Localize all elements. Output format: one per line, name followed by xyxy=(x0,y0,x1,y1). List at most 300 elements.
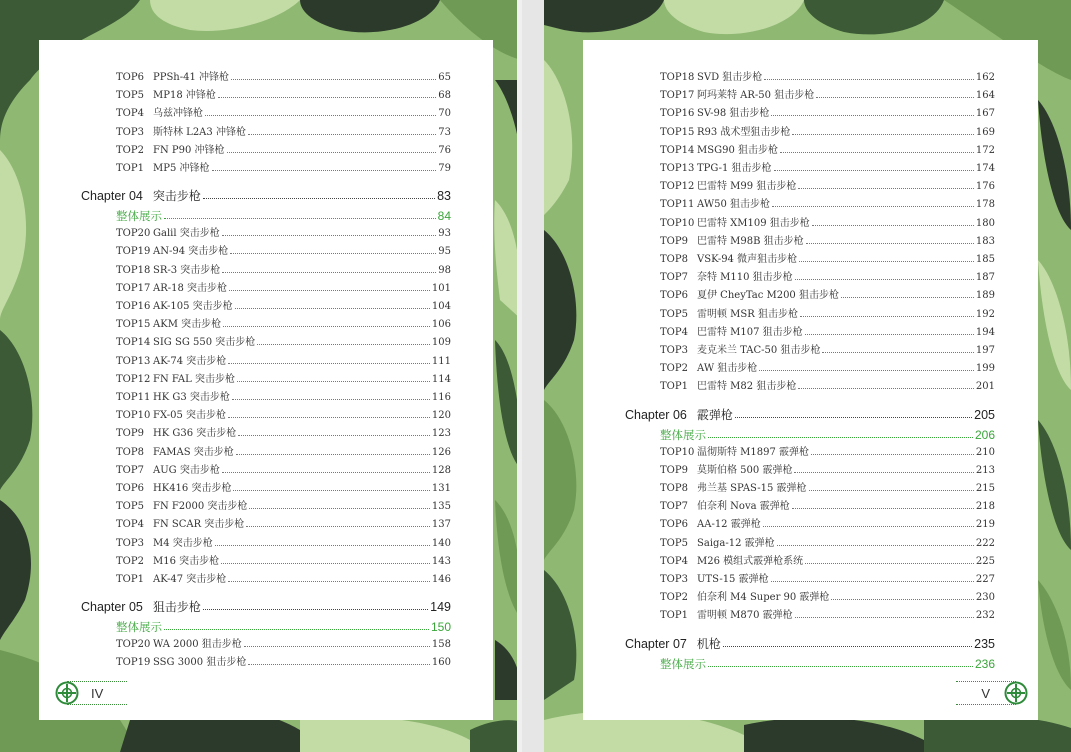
dot-leader xyxy=(257,344,430,345)
dot-leader xyxy=(771,115,973,116)
overview-title: 整体展示 xyxy=(660,656,706,671)
toc-entry-title: TPG-1 狙击步枪 xyxy=(697,163,772,174)
toc-rank: TOP3 xyxy=(116,126,144,138)
dot-leader xyxy=(232,399,430,400)
toc-entry-title: AK-105 突击步枪 xyxy=(153,301,233,312)
toc-entry[interactable] xyxy=(660,516,995,534)
toc-entry[interactable] xyxy=(660,160,995,178)
toc-entry[interactable] xyxy=(660,142,995,160)
toc-entry[interactable] xyxy=(116,498,451,516)
toc-entry-title: 斯特林 L2A3 冲锋枪 xyxy=(153,126,246,138)
toc-entry-title: PPSh-41 冲锋枪 xyxy=(153,72,230,83)
dot-leader xyxy=(244,646,430,647)
toc-rank: TOP7 xyxy=(660,272,688,284)
toc-rank: TOP3 xyxy=(660,345,688,356)
toc-rank: TOP1 xyxy=(660,610,688,622)
toc-page-number: 172 xyxy=(975,144,995,156)
toc-page-number: 180 xyxy=(975,217,995,229)
toc-chapter[interactable] xyxy=(81,185,451,207)
dot-leader xyxy=(805,334,974,335)
toc-entry-title: 阿玛莱特 AR-50 狙击步枪 xyxy=(697,90,815,102)
toc-rank: TOP10 xyxy=(116,410,151,422)
toc-rank: TOP17 xyxy=(660,90,695,102)
toc-rank: TOP13 xyxy=(116,355,151,367)
toc-chapter[interactable] xyxy=(625,404,995,426)
toc-page-number: 164 xyxy=(975,90,995,102)
toc-page-number: 68 xyxy=(438,90,451,102)
toc-entry[interactable] xyxy=(660,462,995,480)
toc-rank: TOP6 xyxy=(660,519,688,531)
footer-rule xyxy=(956,681,1016,682)
toc-chapter[interactable] xyxy=(625,633,995,655)
dot-leader xyxy=(795,279,974,280)
toc-page-number: 210 xyxy=(975,446,995,458)
toc-rank: TOP6 xyxy=(116,483,144,494)
toc-entry[interactable] xyxy=(660,105,995,123)
toc-rank: TOP20 xyxy=(116,228,151,240)
toc-entry-title: FN SCAR 突击步枪 xyxy=(153,519,245,531)
toc-rank: TOP4 xyxy=(116,519,144,531)
toc-entry-title: M26 模组式霰弹枪系统 xyxy=(697,555,804,567)
dot-leader xyxy=(798,188,974,189)
toc-page-number: 199 xyxy=(975,363,995,375)
toc-rank: TOP20 xyxy=(116,639,151,651)
toc-page-number: 114 xyxy=(431,373,451,385)
toc-page-number: 227 xyxy=(975,574,995,585)
toc-entry-title: 莫斯伯格 500 霰弹枪 xyxy=(697,464,793,476)
toc-page-number: 236 xyxy=(974,656,995,671)
toc-rank: TOP17 xyxy=(116,282,151,294)
toc-entry-title: AK-47 突击步枪 xyxy=(153,574,227,585)
dot-leader xyxy=(792,134,973,135)
dot-leader xyxy=(231,79,436,80)
toc-rank: TOP11 xyxy=(116,392,151,403)
toc-entry[interactable] xyxy=(660,287,995,305)
toc-page-number: 162 xyxy=(975,72,995,83)
dot-leader xyxy=(811,454,974,455)
dot-leader xyxy=(227,152,437,153)
page-number: V xyxy=(981,685,990,701)
dot-leader xyxy=(708,666,973,667)
toc-rank: TOP19 xyxy=(116,657,151,669)
toc-rank: TOP8 xyxy=(116,446,144,458)
crosshair-circle-icon xyxy=(55,681,79,705)
dot-leader xyxy=(816,97,974,98)
toc-entry-title: 奈特 M110 狙击步枪 xyxy=(697,272,793,284)
footer-rule xyxy=(67,681,127,682)
toc-entry-title: UTS-15 霰弹枪 xyxy=(697,574,769,585)
toc-rank: TOP1 xyxy=(660,381,688,393)
dot-leader xyxy=(759,370,974,371)
toc-entry-title: FX-05 突击步枪 xyxy=(153,410,226,422)
toc-entry-title: AW 狙击步枪 xyxy=(697,363,758,375)
toc-page-number: 128 xyxy=(431,464,451,476)
toc-entry-title: 巴雷特 M107 狙击步枪 xyxy=(697,326,803,338)
dot-leader xyxy=(228,581,430,582)
toc-entry-title: MSG90 狙击步枪 xyxy=(697,144,778,156)
toc-entry[interactable] xyxy=(116,571,451,589)
toc-page-number: 183 xyxy=(975,235,995,247)
toc-entry[interactable] xyxy=(116,334,451,352)
toc-entry[interactable] xyxy=(116,160,451,178)
toc-page-number: 219 xyxy=(975,519,995,531)
toc-entry-title: FN FAL 突击步枪 xyxy=(153,373,235,385)
toc-entry-title: SVD 狙击步枪 xyxy=(697,72,763,83)
toc-entry[interactable] xyxy=(660,196,995,214)
toc-entry[interactable] xyxy=(116,553,451,571)
dot-leader xyxy=(237,381,430,382)
toc-entry-title: Saiga-12 霰弹枪 xyxy=(697,537,775,549)
toc-entry-title: MP5 冲锋枪 xyxy=(153,163,210,174)
dot-leader xyxy=(223,326,430,327)
toc-rank: TOP11 xyxy=(660,199,695,211)
toc-rank: TOP1 xyxy=(116,163,144,174)
toc-entry[interactable] xyxy=(116,407,451,425)
toc-entry-title: 乌兹冲锋枪 xyxy=(153,108,203,120)
dot-leader xyxy=(236,454,430,455)
toc-entry[interactable] xyxy=(116,535,451,553)
dot-leader xyxy=(235,308,430,309)
dot-leader xyxy=(805,563,974,564)
dot-leader xyxy=(735,417,972,418)
toc-page-number: 192 xyxy=(975,308,995,320)
dot-leader xyxy=(164,629,429,630)
chapter-label: Chapter 05 xyxy=(81,600,143,615)
toc-entry-title: 巴雷特 M99 狙击步枪 xyxy=(697,181,797,193)
dot-leader xyxy=(228,417,430,418)
toc-rank: TOP15 xyxy=(660,126,695,138)
dot-leader xyxy=(230,253,436,254)
toc-entry-title: 雷明顿 M870 霰弹枪 xyxy=(697,610,793,622)
toc-rank: TOP19 xyxy=(116,246,151,258)
toc-entry-title: 弗兰基 SPAS-15 霰弹枪 xyxy=(697,483,807,494)
toc-entry-title: VSK-94 微声狙击步枪 xyxy=(697,254,798,265)
toc-entry[interactable] xyxy=(660,233,995,251)
toc-page-number: 84 xyxy=(437,209,451,224)
toc-rank: TOP3 xyxy=(116,537,144,549)
toc-rank: TOP6 xyxy=(660,290,688,302)
dot-leader xyxy=(764,79,974,80)
toc-rank: TOP5 xyxy=(116,501,144,513)
dot-leader xyxy=(222,472,430,473)
dot-leader xyxy=(794,472,973,473)
toc-page-number: 116 xyxy=(431,392,451,403)
toc-entry-title: M16 突击步枪 xyxy=(153,555,220,567)
toc-overview[interactable] xyxy=(116,206,451,226)
toc-page-number: 167 xyxy=(975,108,995,120)
toc-page-number: 187 xyxy=(975,272,995,284)
toc-entry[interactable] xyxy=(660,215,995,233)
toc-page-number: 76 xyxy=(438,144,451,156)
toc-entry[interactable] xyxy=(660,269,995,287)
toc-page-number: 225 xyxy=(975,555,995,567)
toc-entry-title: FN F2000 突击步枪 xyxy=(153,501,248,513)
toc-entry-title: FAMAS 突击步枪 xyxy=(153,446,234,458)
toc-entry[interactable] xyxy=(660,589,995,607)
toc-entry-title: 巴雷特 M82 狙击步枪 xyxy=(697,381,797,393)
toc-entry-title: 巴雷特 M98B 狙击步枪 xyxy=(697,235,804,247)
toc-page-number: 222 xyxy=(975,537,995,549)
toc-entry-title: HK416 突击步枪 xyxy=(153,483,232,494)
toc-rank: TOP7 xyxy=(660,501,688,513)
page-number: IV xyxy=(91,685,104,701)
toc-entry[interactable] xyxy=(116,124,451,142)
toc-page-number: 189 xyxy=(975,290,995,302)
dot-leader xyxy=(203,198,435,199)
toc-entry-title: AK-74 突击步枪 xyxy=(153,355,227,367)
overview-title: 整体展示 xyxy=(660,427,706,442)
toc-entry-title: AR-18 突击步枪 xyxy=(153,282,228,294)
toc-page-number: 131 xyxy=(431,483,451,494)
dot-leader xyxy=(771,581,974,582)
toc-rank: TOP6 xyxy=(116,72,144,83)
toc-overview[interactable] xyxy=(660,654,995,674)
dot-leader xyxy=(798,388,974,389)
toc-entry[interactable] xyxy=(660,535,995,553)
right-page-sheet xyxy=(544,0,1071,752)
toc-page-number: 73 xyxy=(438,126,451,138)
toc-entry[interactable] xyxy=(660,480,995,498)
chapter-label: Chapter 07 xyxy=(625,636,687,651)
toc-entry[interactable] xyxy=(116,654,451,672)
toc-page-number: 215 xyxy=(975,483,995,494)
toc-rank: TOP5 xyxy=(660,308,688,320)
toc-entry-title: WA 2000 狙击步枪 xyxy=(153,639,242,651)
chapter-label: Chapter 06 xyxy=(625,407,687,422)
toc-rank: TOP2 xyxy=(660,363,688,375)
toc-entry[interactable] xyxy=(116,105,451,123)
toc-entry-title: Galil 突击步枪 xyxy=(153,228,220,240)
toc-rank: TOP7 xyxy=(116,464,144,476)
dot-leader xyxy=(248,664,430,665)
toc-page-number: 206 xyxy=(974,427,995,442)
toc-entry[interactable] xyxy=(116,636,451,654)
toc-rank: TOP15 xyxy=(116,319,151,331)
page-footer xyxy=(55,680,103,706)
toc-entry-title: FN P90 冲锋枪 xyxy=(153,144,225,156)
toc-rank: TOP2 xyxy=(116,144,144,156)
toc-entry[interactable] xyxy=(116,298,451,316)
toc-rank: TOP1 xyxy=(116,574,144,585)
chapter-title: 狙击步枪 xyxy=(152,600,201,615)
toc-entry-title: 雷明顿 MSR 狙击步枪 xyxy=(697,308,798,320)
dot-leader xyxy=(723,646,972,647)
toc-entry-title: SR-3 突击步枪 xyxy=(153,264,221,276)
toc-entry-title: 夏伊 CheyTac M200 狙击步枪 xyxy=(697,290,839,302)
toc-entry[interactable] xyxy=(116,69,451,87)
toc-entry[interactable] xyxy=(660,69,995,87)
toc-overview[interactable] xyxy=(660,425,995,445)
toc-entry[interactable] xyxy=(116,280,451,298)
dot-leader xyxy=(205,115,436,116)
dot-leader xyxy=(212,170,437,171)
page-right xyxy=(583,40,1038,720)
toc-entry[interactable] xyxy=(116,87,451,105)
toc-entry[interactable] xyxy=(116,444,451,462)
toc-page-number: 176 xyxy=(975,181,995,193)
toc-entry[interactable] xyxy=(116,371,451,389)
toc-page-number: 111 xyxy=(431,355,451,367)
toc-page-number: 98 xyxy=(438,264,451,276)
toc-rank: TOP9 xyxy=(660,464,688,476)
toc-entry-title: 温彻斯特 M1897 霰弹枪 xyxy=(697,446,810,458)
dot-leader xyxy=(233,490,429,491)
toc-entry[interactable] xyxy=(660,571,995,589)
toc-entry-title: 伯奈利 M4 Super 90 霰弹枪 xyxy=(697,592,830,604)
toc-page-number: 235 xyxy=(974,636,995,651)
toc-page-number: 70 xyxy=(438,108,451,120)
toc-page-number: 79 xyxy=(438,163,451,174)
dot-leader xyxy=(841,297,974,298)
dot-leader xyxy=(218,97,436,98)
toc-rank: TOP13 xyxy=(660,163,695,174)
toc-entry[interactable] xyxy=(660,178,995,196)
toc-entry-title: AN-94 突击步枪 xyxy=(153,246,229,258)
toc-page-number: 120 xyxy=(431,410,451,422)
toc-entry-title: 麦克米兰 TAC-50 狙击步枪 xyxy=(697,345,821,356)
dot-leader xyxy=(799,261,974,262)
dot-leader xyxy=(792,508,974,509)
toc-entry[interactable] xyxy=(116,225,451,243)
dot-leader xyxy=(203,609,428,610)
page-left xyxy=(39,40,493,720)
toc-entry-title: MP18 冲锋枪 xyxy=(153,90,216,102)
toc-rank: TOP14 xyxy=(660,144,695,156)
toc-entry[interactable] xyxy=(116,142,451,160)
toc-entry[interactable] xyxy=(660,607,995,625)
toc-entry[interactable] xyxy=(660,87,995,105)
toc-page-number: 218 xyxy=(975,501,995,513)
chapter-title: 霰弹枪 xyxy=(696,407,733,422)
toc-entry[interactable] xyxy=(116,243,451,261)
toc-page-number: 150 xyxy=(430,620,451,635)
dot-leader xyxy=(772,206,974,207)
dot-leader xyxy=(774,170,974,171)
toc-page-number: 126 xyxy=(431,446,451,458)
dot-leader xyxy=(228,363,430,364)
dot-leader xyxy=(246,526,430,527)
toc-entry[interactable] xyxy=(660,251,995,269)
toc-entry[interactable] xyxy=(116,516,451,534)
dot-leader xyxy=(806,243,974,244)
dot-leader xyxy=(238,435,430,436)
toc-entry[interactable] xyxy=(660,498,995,516)
dot-leader xyxy=(221,563,430,564)
toc-entry-title: AW50 狙击步枪 xyxy=(697,199,770,211)
toc-overview[interactable] xyxy=(116,617,451,637)
toc-page-number: 201 xyxy=(975,381,995,393)
toc-entry-title: AKM 突击步枪 xyxy=(153,319,222,331)
toc-chapter[interactable] xyxy=(81,596,451,618)
toc-page-number: 169 xyxy=(975,126,995,138)
toc-page-number: 93 xyxy=(438,228,451,240)
overview-title: 整体展示 xyxy=(116,620,162,635)
dot-leader xyxy=(248,134,436,135)
toc-page-number: 101 xyxy=(431,282,451,294)
dot-leader xyxy=(800,316,974,317)
toc-entry-title: HK G3 突击步枪 xyxy=(153,392,230,403)
toc-rank: TOP9 xyxy=(660,235,688,247)
toc-entry-title: AUG 突击步枪 xyxy=(153,464,220,476)
toc-page-number: 158 xyxy=(431,639,451,651)
dot-leader xyxy=(222,272,436,273)
toc-page-number: 174 xyxy=(975,163,995,174)
page-gutter xyxy=(517,0,522,752)
toc-entry-title: AA-12 霰弹枪 xyxy=(697,519,761,531)
footer-rule xyxy=(67,704,127,705)
toc-page-number: 197 xyxy=(975,345,995,356)
dot-leader xyxy=(222,235,437,236)
toc-page-number: 106 xyxy=(431,319,451,331)
toc-page-number: 232 xyxy=(975,610,995,622)
toc-entry[interactable] xyxy=(116,353,451,371)
toc-entry-title: HK G36 突击步枪 xyxy=(153,428,237,440)
toc-entry-title: SIG SG 550 突击步枪 xyxy=(153,337,256,349)
dot-leader xyxy=(777,545,974,546)
toc-rank: TOP10 xyxy=(660,446,695,458)
chapter-title: 机枪 xyxy=(696,636,721,651)
toc-rank: TOP5 xyxy=(116,90,144,102)
dot-leader xyxy=(249,508,429,509)
toc-rank: TOP4 xyxy=(116,108,144,120)
toc-page-number: 185 xyxy=(975,254,995,265)
toc-entry-title: 巴雷特 XM109 狙击步枪 xyxy=(697,217,810,229)
toc-entry[interactable] xyxy=(660,306,995,324)
toc-rank: TOP3 xyxy=(660,574,688,585)
toc-rank: TOP2 xyxy=(660,592,688,604)
dot-leader xyxy=(229,290,430,291)
toc-page-number: 104 xyxy=(431,301,451,312)
toc-rank: TOP12 xyxy=(116,373,151,385)
toc-entry[interactable] xyxy=(116,389,451,407)
toc-page-number: 83 xyxy=(437,189,451,204)
toc-rank: TOP4 xyxy=(660,555,688,567)
chapter-label: Chapter 04 xyxy=(81,189,143,204)
toc-entry[interactable] xyxy=(660,124,995,142)
toc-entry[interactable] xyxy=(116,480,451,498)
overview-title: 整体展示 xyxy=(116,209,162,224)
toc-entry[interactable] xyxy=(116,425,451,443)
toc-entry-title: SSG 3000 狙击步枪 xyxy=(153,657,247,669)
dot-leader xyxy=(812,225,974,226)
toc-entry-title: M4 突击步枪 xyxy=(153,537,213,549)
toc-entry[interactable] xyxy=(660,378,995,396)
dot-leader xyxy=(708,437,973,438)
toc-rank: TOP4 xyxy=(660,326,688,338)
toc-rank: TOP12 xyxy=(660,181,695,193)
dot-leader xyxy=(822,352,973,353)
toc-entry[interactable] xyxy=(660,324,995,342)
toc-entry-title: R93 战术型狙击步枪 xyxy=(697,126,791,138)
toc-entry[interactable] xyxy=(660,444,995,462)
footer-rule xyxy=(956,704,1016,705)
toc-entry[interactable] xyxy=(660,360,995,378)
toc-entry[interactable] xyxy=(116,316,451,334)
toc-entry[interactable] xyxy=(116,262,451,280)
toc-page-number: 109 xyxy=(431,337,451,349)
toc-page-number: 137 xyxy=(431,519,451,531)
toc-page-number: 135 xyxy=(431,501,451,513)
toc-page-number: 65 xyxy=(438,72,451,83)
toc-rank: TOP5 xyxy=(660,537,688,549)
dot-leader xyxy=(215,545,430,546)
toc-entry[interactable] xyxy=(660,553,995,571)
toc-entry-title: SV-98 狙击步枪 xyxy=(697,108,770,120)
toc-page-number: 178 xyxy=(975,199,995,211)
toc-entry[interactable] xyxy=(116,462,451,480)
toc-entry[interactable] xyxy=(660,342,995,360)
dot-leader xyxy=(763,526,974,527)
